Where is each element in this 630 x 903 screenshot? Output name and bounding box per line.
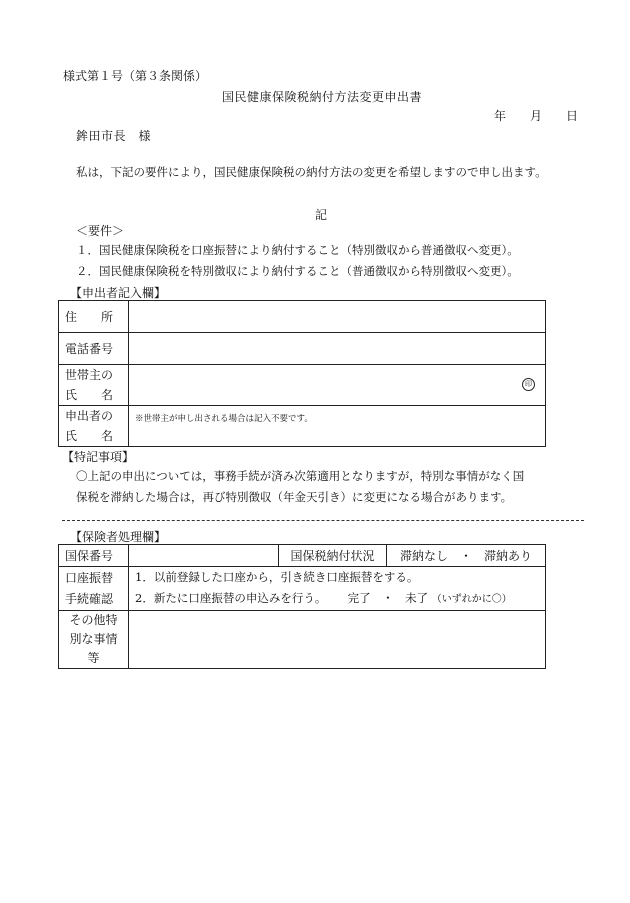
seal-mark: 印: [522, 378, 535, 391]
applicant-label-line1: 申出者の: [65, 409, 114, 423]
householder-name-field[interactable]: [129, 365, 546, 406]
payment-status-label: 国保税納付状況: [279, 545, 387, 567]
payment-status-options[interactable]: 滞納なし ・ 滞納あり: [387, 545, 546, 567]
transfer-label-line1: 口座振替: [65, 570, 114, 585]
applicant-label-line2: 氏 名: [65, 429, 114, 443]
address-label: 住 所: [59, 301, 129, 333]
applicant-table: [58, 300, 546, 447]
intro-text: 私は，下記の要件により，国民健康保険税の納付方法の変更を希望しますので申し出ます。: [76, 165, 547, 179]
page-title: 国民健康保険税納付方法変更申出書: [222, 90, 423, 104]
insurer-section-heading: 【保険者処理欄】: [70, 530, 167, 544]
insurer-table: [58, 544, 546, 669]
applicant-note: ※世帯主が申し出される場合は記入不要です。: [135, 414, 313, 424]
notes-line-1: 〇上記の申出については，事務手続が済み次第適用となりますが，特別な事情がなく国: [76, 469, 525, 483]
insurance-number-field[interactable]: [129, 545, 279, 567]
householder-label: [59, 365, 129, 406]
form-number: 様式第１号（第３条関係）: [63, 69, 208, 83]
other-circumstances-field[interactable]: [129, 611, 546, 669]
transfer-label-line2: 手続確認: [65, 591, 114, 606]
requirement-2: ２．国民健康保険税を特別徴収により納付すること（普通徴収から特別徴収へ変更）。: [76, 264, 519, 278]
applicant-section-heading: 【申出者記入欄】: [70, 286, 167, 300]
transfer-option-1[interactable]: 1．以前登録した口座から，引き続き口座振替をする。: [135, 570, 419, 584]
phone-field[interactable]: [129, 333, 546, 365]
householder-label-line2: 氏 名: [65, 388, 114, 402]
requirements-heading: ＜要件＞: [76, 224, 125, 238]
insurance-number-label: 国保番号: [59, 545, 129, 567]
transfer-option-2[interactable]: 2．新たに口座振替の申込みを行う。: [135, 591, 327, 605]
notes-heading: 【特記事項】: [62, 450, 135, 464]
date-line: 年 月 日: [494, 109, 579, 123]
ki-heading: 記: [315, 208, 328, 222]
either-note: （いずれかに〇）: [431, 594, 512, 605]
completion-status[interactable]: 完了 ・ 未了: [347, 591, 429, 605]
applicant-label: [59, 406, 129, 447]
other-label-line2: 別な事情: [69, 632, 118, 646]
requirement-1: １．国民健康保険税を口座振替により納付すること（特別徴収から普通徴収へ変更）。: [76, 243, 519, 257]
address-field[interactable]: [129, 301, 546, 333]
cut-line: [62, 520, 584, 521]
other-label-line3: 等: [87, 651, 100, 665]
other-label-line1: その他特: [69, 613, 118, 627]
notes-line-2: 保税を滞納した場合は，再び特別徴収（年金天引き）に変更になる場合があります。: [76, 490, 513, 504]
transfer-confirm-label: [59, 567, 129, 611]
transfer-confirm-options: [129, 567, 546, 611]
applicant-name-field[interactable]: [129, 406, 546, 447]
phone-label: 電話番号: [59, 333, 129, 365]
householder-label-line1: 世帯主の: [65, 368, 114, 382]
addressee: 鉾田市長 様: [76, 129, 152, 143]
other-circumstances-label: [59, 611, 129, 669]
